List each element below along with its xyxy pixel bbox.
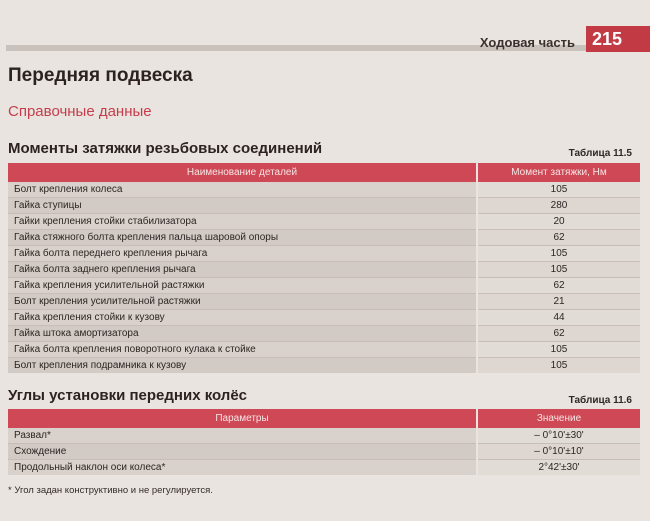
- table-row: [8, 262, 640, 278]
- row-label: Развал*: [8, 428, 477, 444]
- row-value: – 0°10'±30': [477, 428, 640, 444]
- row-value: 2°42'±30': [477, 460, 640, 476]
- table-row: [8, 294, 640, 310]
- row-value: 105: [477, 358, 640, 374]
- section-title: Передняя подвеска: [8, 65, 193, 86]
- table2-title: Углы установки передних колёс: [8, 387, 248, 404]
- row-value: 21: [477, 294, 640, 310]
- row-label: Гайки крепления стойки стабилизатора: [8, 214, 477, 230]
- table-row: [8, 230, 640, 246]
- row-value: 105: [477, 262, 640, 278]
- page-number: 215: [586, 26, 650, 52]
- column-header-parameters: Параметры: [8, 409, 477, 428]
- row-value: 105: [477, 246, 640, 262]
- table2-number: Таблица 11.6: [568, 395, 632, 406]
- column-header-torque: Момент затяжки, Нм: [477, 163, 640, 182]
- row-label: Гайка ступицы: [8, 198, 477, 214]
- table1-title: Моменты затяжки резьбовых соединений: [8, 140, 323, 157]
- row-value: – 0°10'±10': [477, 444, 640, 460]
- row-value: 105: [477, 182, 640, 198]
- row-label: Гайка крепления усилительной растяжки: [8, 278, 477, 294]
- row-label: Болт крепления колеса: [8, 182, 477, 198]
- footnote: * Угол задан конструктивно и не регулируется.: [8, 485, 213, 496]
- column-header-parts: Наименование деталей: [8, 163, 477, 182]
- chapter-title: Ходовая часть: [479, 35, 575, 50]
- row-value: 44: [477, 310, 640, 326]
- row-label: Гайка штока амортизатора: [8, 326, 477, 342]
- row-value: 20: [477, 214, 640, 230]
- table-header-row: [8, 409, 640, 428]
- row-label: Схождение: [8, 444, 477, 460]
- row-value: 62: [477, 230, 640, 246]
- row-label: Гайка крепления стойки к кузову: [8, 310, 477, 326]
- row-label: Болт крепления подрамника к кузову: [8, 358, 477, 374]
- table-header-row: [8, 163, 640, 182]
- table-row: [8, 182, 640, 198]
- row-label: Продольный наклон оси колеса*: [8, 460, 477, 476]
- table-row: [8, 326, 640, 342]
- row-label: Гайка болта крепления поворотного кулака к стойке: [8, 342, 477, 358]
- column-header-value: Значение: [477, 409, 640, 428]
- wheel-alignment-table: [8, 409, 640, 475]
- table-row: [8, 198, 640, 214]
- table-row: [8, 310, 640, 326]
- table-row: [8, 246, 640, 262]
- row-label: Гайка болта заднего крепления рычага: [8, 262, 477, 278]
- row-label: Болт крепления усилительной растяжки: [8, 294, 477, 310]
- table-row: [8, 214, 640, 230]
- row-value: 280: [477, 198, 640, 214]
- table1-number: Таблица 11.5: [568, 148, 632, 159]
- subtitle: Справочные данные: [8, 103, 152, 120]
- table-row: [8, 342, 640, 358]
- table-row: [8, 460, 640, 476]
- row-label: Гайка болта переднего крепления рычага: [8, 246, 477, 262]
- table-row: [8, 358, 640, 374]
- row-value: 105: [477, 342, 640, 358]
- table-row: [8, 444, 640, 460]
- row-value: 62: [477, 326, 640, 342]
- table-row: [8, 278, 640, 294]
- row-label: Гайка стяжного болта крепления пальца шаровой опоры: [8, 230, 477, 246]
- row-value: 62: [477, 278, 640, 294]
- torque-table: [8, 163, 640, 373]
- table-row: [8, 428, 640, 444]
